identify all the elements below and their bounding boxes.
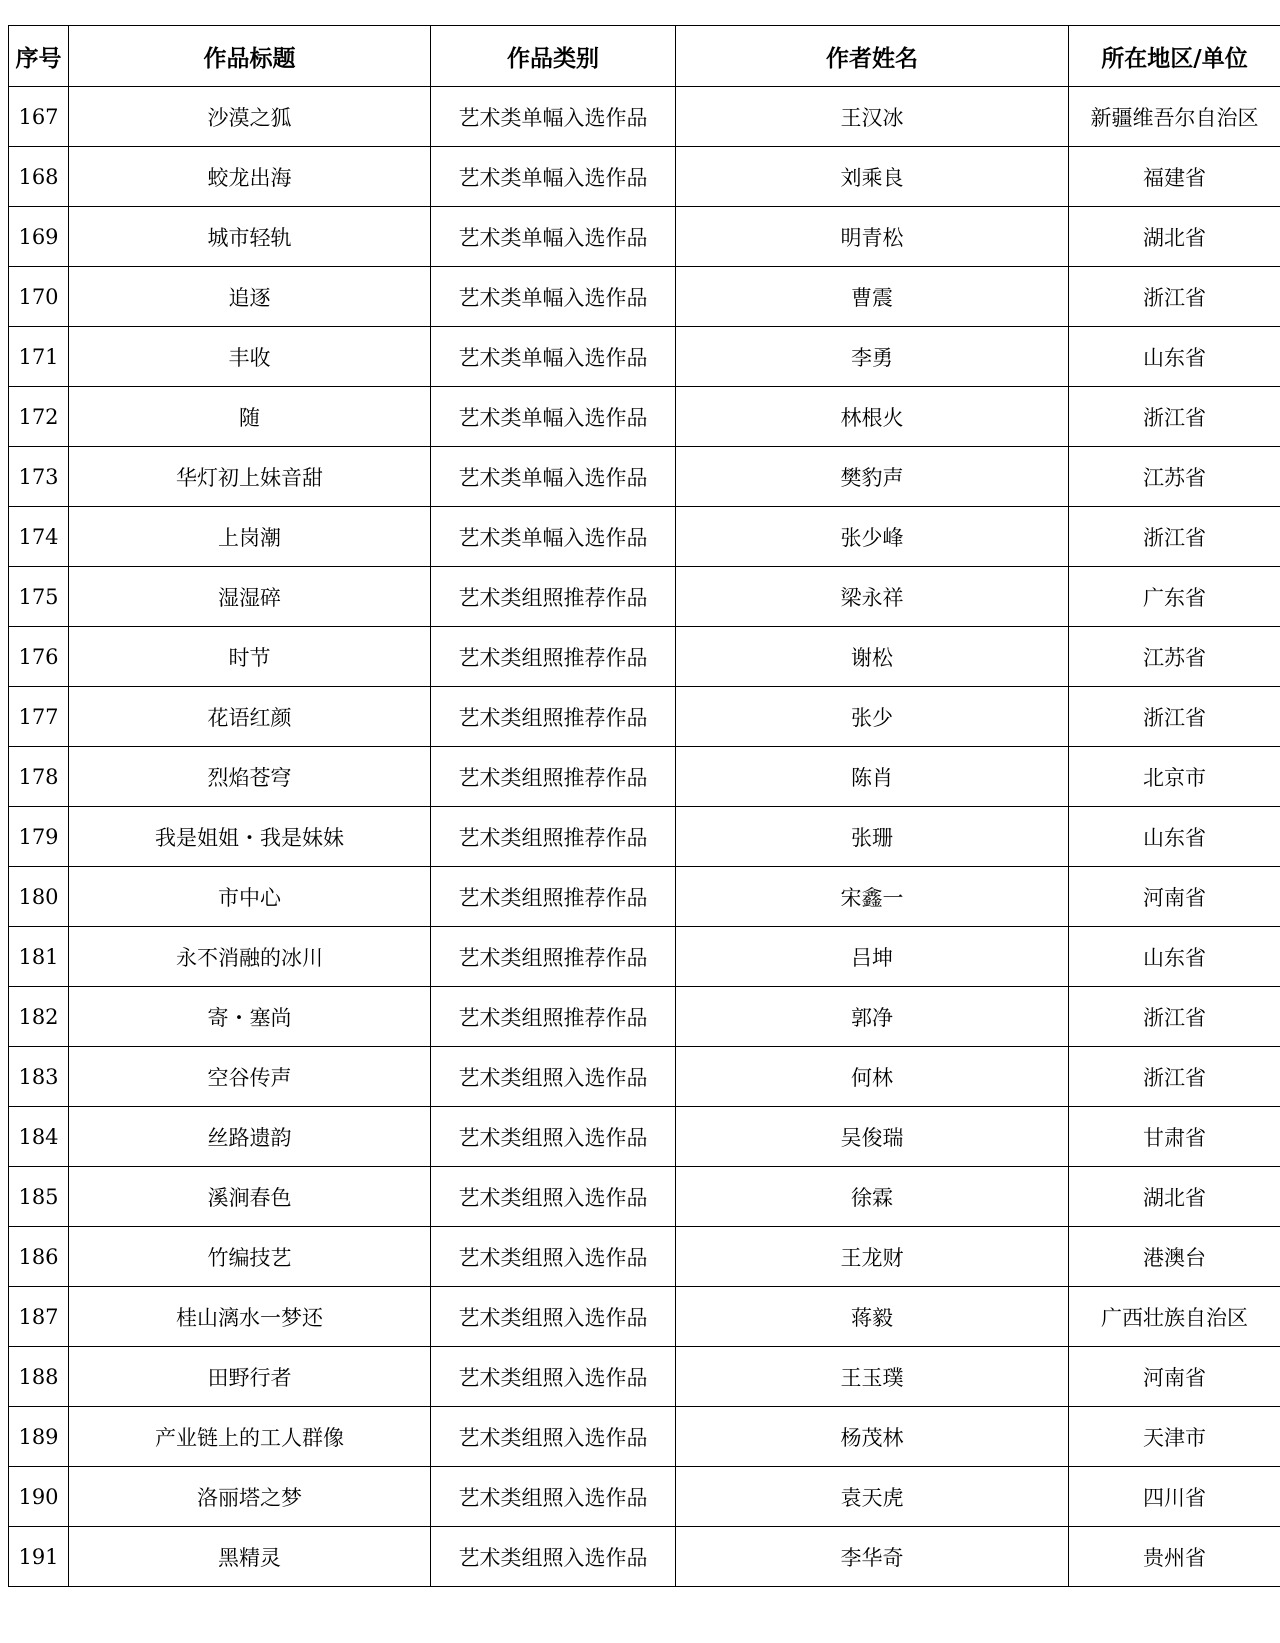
cell-region: 浙江省 — [1069, 267, 1280, 327]
table-row — [9, 1167, 1280, 1227]
table-row — [9, 207, 1280, 267]
table-row — [9, 1287, 1280, 1347]
cell-no: 188 — [9, 1347, 69, 1407]
cell-title: 追逐 — [69, 267, 431, 327]
cell-author: 吴俊瑞 — [676, 1107, 1069, 1167]
cell-region: 浙江省 — [1069, 1047, 1280, 1107]
cell-category: 艺术类组照推荐作品 — [431, 987, 676, 1047]
cell-author: 张珊 — [676, 807, 1069, 867]
cell-author: 李勇 — [676, 327, 1069, 387]
cell-no: 176 — [9, 627, 69, 687]
table-row — [9, 1527, 1280, 1587]
cell-no: 187 — [9, 1287, 69, 1347]
cell-region: 北京市 — [1069, 747, 1280, 807]
cell-region: 湖北省 — [1069, 207, 1280, 267]
cell-author: 陈肖 — [676, 747, 1069, 807]
table-row — [9, 747, 1280, 807]
award-list-table — [8, 25, 1280, 1587]
cell-category: 艺术类单幅入选作品 — [431, 447, 676, 507]
cell-title: 桂山漓水一梦还 — [69, 1287, 431, 1347]
table-row — [9, 687, 1280, 747]
cell-region: 甘肃省 — [1069, 1107, 1280, 1167]
cell-title: 城市轻轨 — [69, 207, 431, 267]
cell-title: 时节 — [69, 627, 431, 687]
cell-author: 林根火 — [676, 387, 1069, 447]
cell-title: 市中心 — [69, 867, 431, 927]
table-row — [9, 387, 1280, 447]
table-row — [9, 447, 1280, 507]
table-row — [9, 507, 1280, 567]
cell-author: 李华奇 — [676, 1527, 1069, 1587]
cell-category: 艺术类单幅入选作品 — [431, 207, 676, 267]
cell-region: 山东省 — [1069, 927, 1280, 987]
cell-author: 王汉冰 — [676, 87, 1069, 147]
table-body — [9, 87, 1280, 1587]
cell-no: 190 — [9, 1467, 69, 1527]
cell-title: 上岗潮 — [69, 507, 431, 567]
cell-no: 186 — [9, 1227, 69, 1287]
cell-category: 艺术类组照入选作品 — [431, 1227, 676, 1287]
table-row — [9, 1407, 1280, 1467]
cell-title: 溪涧春色 — [69, 1167, 431, 1227]
cell-region: 四川省 — [1069, 1467, 1280, 1527]
cell-no: 189 — [9, 1407, 69, 1467]
cell-title: 永不消融的冰川 — [69, 927, 431, 987]
cell-category: 艺术类组照推荐作品 — [431, 627, 676, 687]
table-row — [9, 327, 1280, 387]
cell-region: 福建省 — [1069, 147, 1280, 207]
cell-author: 樊豹声 — [676, 447, 1069, 507]
cell-title: 黑精灵 — [69, 1527, 431, 1587]
header-title: 作品标题 — [69, 26, 431, 87]
table-row — [9, 987, 1280, 1047]
cell-no: 172 — [9, 387, 69, 447]
cell-category: 艺术类单幅入选作品 — [431, 267, 676, 327]
cell-title: 烈焰苍穹 — [69, 747, 431, 807]
cell-author: 刘乘良 — [676, 147, 1069, 207]
cell-category: 艺术类单幅入选作品 — [431, 147, 676, 207]
cell-category: 艺术类组照入选作品 — [431, 1107, 676, 1167]
cell-title: 丝路遗韵 — [69, 1107, 431, 1167]
cell-author: 张少 — [676, 687, 1069, 747]
cell-region: 贵州省 — [1069, 1527, 1280, 1587]
cell-no: 178 — [9, 747, 69, 807]
cell-region: 广西壮族自治区 — [1069, 1287, 1280, 1347]
cell-no: 182 — [9, 987, 69, 1047]
cell-title: 空谷传声 — [69, 1047, 431, 1107]
cell-title: 湿湿碎 — [69, 567, 431, 627]
cell-title: 丰收 — [69, 327, 431, 387]
cell-region: 天津市 — [1069, 1407, 1280, 1467]
cell-author: 吕坤 — [676, 927, 1069, 987]
cell-no: 171 — [9, 327, 69, 387]
cell-category: 艺术类组照入选作品 — [431, 1047, 676, 1107]
cell-region: 广东省 — [1069, 567, 1280, 627]
cell-region: 江苏省 — [1069, 447, 1280, 507]
cell-category: 艺术类组照推荐作品 — [431, 807, 676, 867]
cell-region: 新疆维吾尔自治区 — [1069, 87, 1280, 147]
table-row — [9, 867, 1280, 927]
cell-region: 浙江省 — [1069, 987, 1280, 1047]
table-row — [9, 627, 1280, 687]
cell-region: 湖北省 — [1069, 1167, 1280, 1227]
cell-no: 181 — [9, 927, 69, 987]
table-row — [9, 807, 1280, 867]
table-row — [9, 567, 1280, 627]
cell-no: 179 — [9, 807, 69, 867]
cell-author: 杨茂林 — [676, 1407, 1069, 1467]
cell-no: 183 — [9, 1047, 69, 1107]
cell-region: 江苏省 — [1069, 627, 1280, 687]
table-row — [9, 87, 1280, 147]
cell-no: 170 — [9, 267, 69, 327]
cell-no: 177 — [9, 687, 69, 747]
cell-author: 谢松 — [676, 627, 1069, 687]
cell-category: 艺术类单幅入选作品 — [431, 327, 676, 387]
cell-region: 浙江省 — [1069, 507, 1280, 567]
table-row — [9, 267, 1280, 327]
cell-category: 艺术类组照推荐作品 — [431, 747, 676, 807]
cell-title: 田野行者 — [69, 1347, 431, 1407]
cell-category: 艺术类组照推荐作品 — [431, 927, 676, 987]
cell-region: 浙江省 — [1069, 687, 1280, 747]
header-no: 序号 — [9, 26, 69, 87]
cell-author: 何林 — [676, 1047, 1069, 1107]
cell-author: 王玉璞 — [676, 1347, 1069, 1407]
header-category: 作品类别 — [431, 26, 676, 87]
cell-category: 艺术类组照推荐作品 — [431, 687, 676, 747]
table-row — [9, 1227, 1280, 1287]
cell-author: 梁永祥 — [676, 567, 1069, 627]
cell-no: 185 — [9, 1167, 69, 1227]
cell-title: 蛟龙出海 — [69, 147, 431, 207]
cell-category: 艺术类单幅入选作品 — [431, 507, 676, 567]
cell-title: 竹编技艺 — [69, 1227, 431, 1287]
cell-region: 山东省 — [1069, 327, 1280, 387]
cell-category: 艺术类组照入选作品 — [431, 1287, 676, 1347]
cell-no: 167 — [9, 87, 69, 147]
table-row — [9, 147, 1280, 207]
table-row — [9, 927, 1280, 987]
table-row — [9, 1347, 1280, 1407]
cell-category: 艺术类组照推荐作品 — [431, 567, 676, 627]
cell-category: 艺术类组照入选作品 — [431, 1167, 676, 1227]
cell-category: 艺术类组照入选作品 — [431, 1467, 676, 1527]
cell-author: 张少峰 — [676, 507, 1069, 567]
cell-author: 王龙财 — [676, 1227, 1069, 1287]
header-author: 作者姓名 — [676, 26, 1069, 87]
cell-title: 华灯初上妹音甜 — [69, 447, 431, 507]
cell-title: 随 — [69, 387, 431, 447]
table-row — [9, 1467, 1280, 1527]
cell-no: 184 — [9, 1107, 69, 1167]
cell-title: 洛丽塔之梦 — [69, 1467, 431, 1527]
table-header-row — [9, 26, 1280, 87]
cell-category: 艺术类单幅入选作品 — [431, 387, 676, 447]
cell-no: 173 — [9, 447, 69, 507]
cell-no: 191 — [9, 1527, 69, 1587]
cell-category: 艺术类组照入选作品 — [431, 1347, 676, 1407]
table-row — [9, 1047, 1280, 1107]
cell-category: 艺术类组照推荐作品 — [431, 867, 676, 927]
header-region: 所在地区/单位 — [1069, 26, 1280, 87]
table-row — [9, 1107, 1280, 1167]
cell-author: 蒋毅 — [676, 1287, 1069, 1347]
cell-region: 山东省 — [1069, 807, 1280, 867]
cell-no: 175 — [9, 567, 69, 627]
cell-author: 曹震 — [676, 267, 1069, 327]
cell-region: 河南省 — [1069, 1347, 1280, 1407]
cell-title: 产业链上的工人群像 — [69, 1407, 431, 1467]
cell-category: 艺术类组照入选作品 — [431, 1527, 676, 1587]
cell-author: 徐霖 — [676, 1167, 1069, 1227]
cell-author: 宋鑫一 — [676, 867, 1069, 927]
cell-no: 169 — [9, 207, 69, 267]
cell-author: 明青松 — [676, 207, 1069, 267]
cell-author: 郭净 — [676, 987, 1069, 1047]
cell-no: 180 — [9, 867, 69, 927]
cell-no: 168 — [9, 147, 69, 207]
cell-category: 艺术类单幅入选作品 — [431, 87, 676, 147]
cell-title: 花语红颜 — [69, 687, 431, 747]
cell-author: 袁天虎 — [676, 1467, 1069, 1527]
cell-region: 河南省 — [1069, 867, 1280, 927]
cell-region: 港澳台 — [1069, 1227, 1280, 1287]
cell-title: 寄・塞尚 — [69, 987, 431, 1047]
cell-title: 我是姐姐・我是妹妹 — [69, 807, 431, 867]
cell-title: 沙漠之狐 — [69, 87, 431, 147]
cell-no: 174 — [9, 507, 69, 567]
cell-region: 浙江省 — [1069, 387, 1280, 447]
cell-category: 艺术类组照入选作品 — [431, 1407, 676, 1467]
